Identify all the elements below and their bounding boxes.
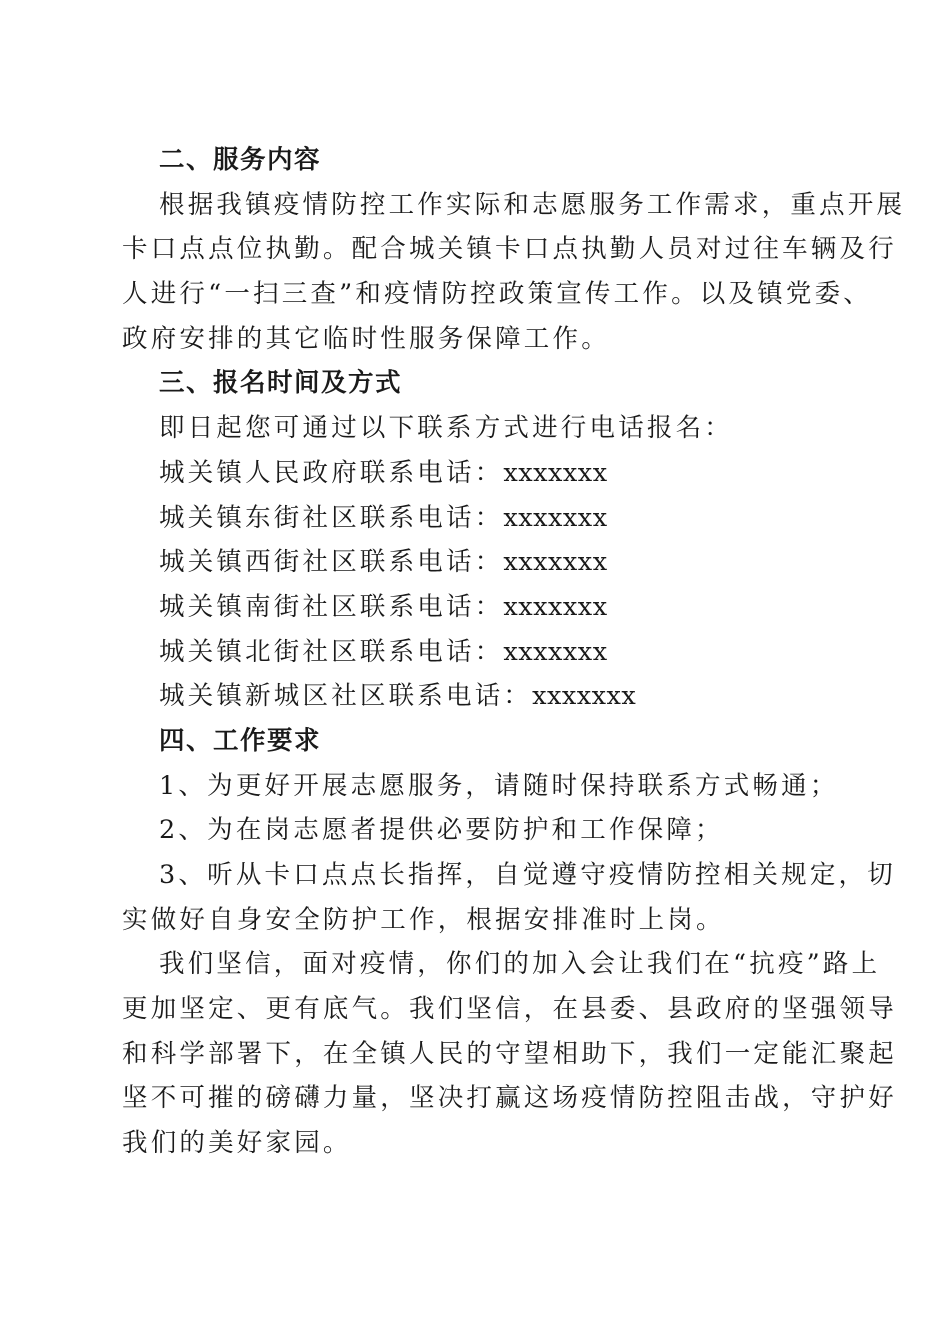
document-page xyxy=(122,138,906,1166)
paragraph-line: 卡口点点位执勤。配合城关镇卡口点执勤人员对过往车辆及行 xyxy=(122,234,897,265)
closing-line: 坚不可摧的磅礴力量，坚决打赢这场疫情防控阻击战，守护好 xyxy=(122,1083,897,1114)
requirement-item: 1、为更好开展志愿服务，请随时保持联系方式畅通； xyxy=(159,770,839,801)
contact-phone: xxxxxxx xyxy=(503,591,608,622)
requirement-item: 2、为在岗志愿者提供必要防护和工作保障； xyxy=(159,815,724,846)
contact-phone: xxxxxxx xyxy=(532,681,637,712)
contact-line xyxy=(122,585,830,630)
closing-line: 我们的美好家园。 xyxy=(122,1128,352,1159)
contact-label: 城关镇南街社区联系电话： xyxy=(159,591,504,622)
closing-line: 更加坚定、更有底气。我们坚信，在县委、县政府的坚强领导 xyxy=(122,994,897,1025)
section-heading-registration: 三、报名时间及方式 xyxy=(159,368,403,399)
paragraph-line: 根据我镇疫情防控工作实际和志愿服务工作需求，重点开展 xyxy=(159,189,906,220)
contact-phone: xxxxxxx xyxy=(503,636,608,667)
contact-line xyxy=(122,496,830,541)
contact-line xyxy=(122,674,830,719)
contact-label: 城关镇新城区社区联系电话： xyxy=(159,681,533,712)
contact-line xyxy=(122,630,830,675)
paragraph-line: 人进行“一扫三查”和疫情防控政策宣传工作。以及镇党委、 xyxy=(122,279,872,310)
contact-label: 城关镇东街社区联系电话： xyxy=(159,502,504,533)
contact-label: 城关镇人民政府联系电话： xyxy=(159,457,504,488)
section-heading-requirements: 四、工作要求 xyxy=(159,725,322,756)
contact-phone: xxxxxxx xyxy=(503,502,608,533)
registration-intro: 即日起您可通过以下联系方式进行电话报名： xyxy=(159,413,734,444)
contact-line xyxy=(122,540,830,585)
requirement-item: 3、听从卡口点点长指挥，自觉遵守疫情防控相关规定，切 xyxy=(159,860,896,890)
contact-phone: xxxxxxx xyxy=(503,457,608,488)
closing-line: 我们坚信，面对疫情，你们的加入会让我们在“抗疫”路上 xyxy=(159,949,881,980)
section-heading-service: 二、服务内容 xyxy=(159,145,322,175)
contact-line xyxy=(122,451,830,496)
contact-label: 城关镇西街社区联系电话： xyxy=(159,547,504,578)
contact-label: 城关镇北街社区联系电话： xyxy=(159,636,504,667)
contact-phone: xxxxxxx xyxy=(503,547,608,578)
closing-line: 和科学部署下，在全镇人民的守望相助下，我们一定能汇聚起 xyxy=(122,1038,897,1069)
requirement-item-continued: 实做好自身安全防护工作，根据安排准时上岗。 xyxy=(122,904,725,935)
paragraph-line: 政府安排的其它临时性服务保障工作。 xyxy=(122,323,610,354)
